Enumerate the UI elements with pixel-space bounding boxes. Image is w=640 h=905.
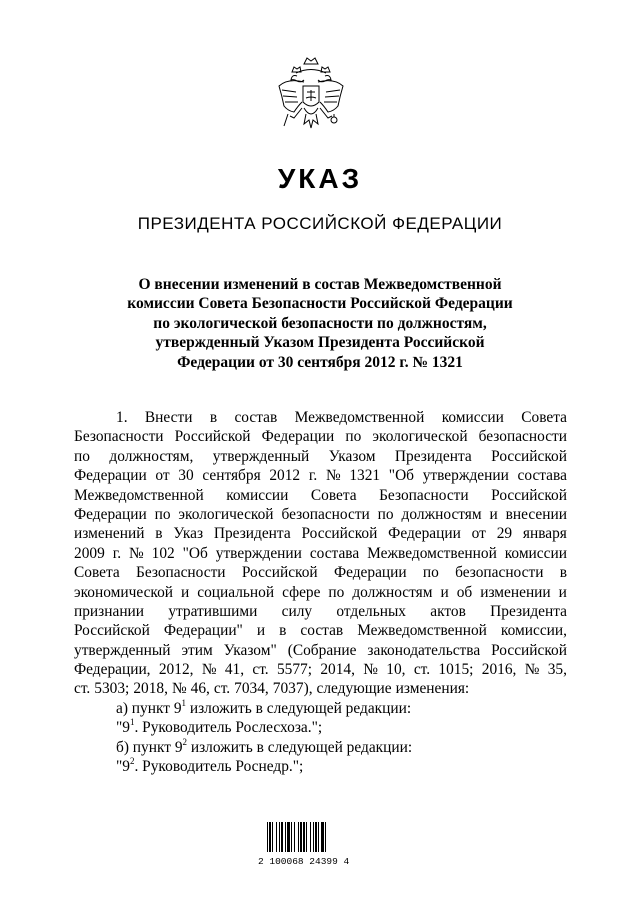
paragraph-word: актов: [430, 602, 466, 620]
paragraph-word: Указом": [223, 641, 277, 659]
paragraph-word: Российской: [241, 564, 318, 582]
paragraph-word: экономической: [74, 583, 174, 601]
paragraph-line: [74, 602, 567, 621]
paragraph-word: по: [422, 564, 439, 582]
paragraph-word: и: [256, 622, 266, 640]
paragraph-word: Президента: [213, 525, 291, 543]
paragraph-word: 7034,: [234, 680, 269, 698]
title-line: Федерации от 30 сентября 2012 г. № 1321: [177, 353, 463, 371]
paragraph-word: 41,: [224, 661, 245, 679]
paragraph-word: Безопасности: [74, 428, 164, 446]
paragraph-word: этим: [181, 641, 213, 659]
paragraph-word: 2018,: [133, 680, 168, 698]
paragraph-word: Федерации": [163, 622, 243, 640]
paragraph-word: Федерации,: [74, 661, 151, 679]
item-b-text: б) пункт 9: [116, 738, 183, 756]
paragraph-word: Российской: [491, 486, 567, 504]
paragraph-word: Президента: [394, 447, 472, 465]
paragraph-word: сентября: [202, 467, 261, 485]
paragraph-word: г.: [308, 467, 318, 485]
paragraph-word: отдельных: [336, 602, 407, 620]
paragraph-word: 1015;: [438, 661, 474, 679]
paragraph-word: по: [74, 447, 90, 465]
paragraph-word: безопасности: [478, 428, 567, 446]
paragraph-word: 1.: [116, 409, 128, 426]
paragraph-word: №: [524, 661, 540, 679]
paragraph-word: ст.: [252, 661, 269, 679]
item-b-quote-suffix: . Руководитель Роснедр.";: [134, 758, 304, 776]
paragraph-word: по: [345, 428, 362, 446]
paragraph-word: 29: [496, 525, 513, 543]
paragraph-word: комиссии: [226, 486, 289, 504]
paragraph-word: Межведомственной: [294, 409, 425, 426]
item-a-quote: [74, 718, 567, 737]
paragraph-word: Совета: [74, 564, 120, 582]
paragraph-word: ст.: [74, 680, 91, 698]
paragraph-word: изменении: [480, 583, 551, 601]
paragraph-word: Российской: [174, 428, 251, 446]
paragraph-word: Российской: [301, 525, 378, 543]
paragraph-word: от: [471, 525, 486, 543]
paragraph-line: [74, 679, 567, 698]
item-b-quote: [74, 757, 567, 776]
barcode-number: 2 100068 24399 4: [258, 856, 350, 867]
paragraph-line: [74, 486, 567, 505]
paragraph-word: в: [155, 525, 163, 543]
paragraph-word: Российской: [491, 447, 567, 465]
title-line: комиссии Совета Безопасности Российской Федерации: [127, 295, 513, 313]
item-a: [74, 699, 567, 718]
paragraph-word: и: [489, 505, 498, 523]
paragraph-word: и: [440, 583, 449, 601]
paragraph-word: 102: [151, 544, 175, 562]
paragraph-word: Межведомственной: [74, 486, 204, 504]
paragraph-word: социальной: [197, 583, 275, 601]
paragraph-word: Совета: [310, 486, 357, 504]
paragraph-word: Указом: [328, 447, 376, 465]
paragraph-word: Внести: [144, 409, 193, 426]
paragraph-word: ст.: [413, 661, 431, 679]
paragraph-word: №: [129, 544, 144, 562]
paragraph-word: 35,: [547, 661, 567, 679]
paragraph-word: Федерации: [261, 428, 335, 446]
item-a-text: а) пункт 9: [116, 699, 182, 717]
paragraph-word: Федерации: [74, 467, 147, 485]
paragraph-word: Указ: [173, 525, 204, 543]
paragraph-word: утверждении: [215, 544, 302, 562]
decree-body: [74, 408, 567, 776]
paragraph-word: состав: [234, 409, 278, 426]
paragraph-word: силу: [281, 602, 313, 620]
paragraph-word: и: [181, 583, 190, 601]
paragraph-word: "Об: [182, 544, 208, 562]
paragraph-word: Президента: [490, 602, 567, 620]
paragraph-word: состава: [309, 544, 360, 562]
paragraph-word: 30: [178, 467, 194, 485]
paragraph-word: по: [154, 505, 171, 523]
paragraph-word: в: [279, 622, 287, 640]
item-b-superscript: 2: [182, 736, 188, 747]
issuer-heading: ПРЕЗИДЕНТА РОССИЙСКОЙ ФЕДЕРАЦИИ: [137, 214, 503, 233]
item-b-quote-superscript: 2: [129, 755, 135, 766]
paragraph-word: состав: [300, 622, 344, 640]
title-line: утвержденный Указом Президента Российской: [155, 334, 485, 352]
paragraph-word: 10,: [386, 661, 406, 679]
paragraph-word: состава: [517, 467, 567, 485]
paragraph-line: [74, 466, 567, 485]
paragraph-word: января: [522, 525, 567, 543]
paragraph-word: изменений: [74, 525, 145, 543]
paragraph-line: [74, 524, 567, 543]
paragraph-word: 2014,: [320, 661, 355, 679]
paragraph-word: безопасности: [281, 505, 370, 523]
paragraph-word: и: [558, 583, 567, 601]
paragraph-word: Федерации: [74, 505, 147, 523]
paragraph-word: №: [325, 467, 341, 485]
paragraph-word: Федерации: [333, 564, 407, 582]
paragraph-word: Безопасности: [379, 486, 469, 504]
paragraph-word: 46,: [190, 680, 210, 698]
paragraph-word: Российской: [491, 641, 567, 659]
paragraph-word: №: [171, 680, 187, 698]
paragraph-word: изменения:: [395, 680, 470, 698]
paragraph-word: должностям: [401, 505, 482, 523]
paragraph-word: Совета: [521, 409, 567, 426]
paragraph-word: комиссии: [504, 544, 567, 562]
paragraph-word: 5303;: [94, 680, 130, 698]
paragraph-word: в: [209, 409, 218, 426]
paragraph-word: в: [559, 564, 567, 582]
paragraph-line: [74, 408, 567, 427]
paragraph-line: [74, 660, 567, 679]
document-title: [96, 275, 544, 372]
paragraph-word: утратившими: [168, 602, 258, 620]
paragraph-word: Российской: [74, 622, 150, 640]
paragraph-line: [74, 427, 567, 446]
paragraph-word: утвержденный: [212, 447, 310, 465]
paragraph-word: законодательства: [367, 641, 481, 659]
paragraph-word: 2009: [74, 544, 105, 562]
paragraph-line: [74, 641, 567, 660]
paragraph-word: №: [201, 661, 217, 679]
paragraph-word: 2012,: [158, 661, 194, 679]
paragraph-word: комиссии: [441, 409, 504, 426]
paragraph-word: следующие: [316, 680, 392, 698]
item-a-quote-superscript: 1: [129, 717, 135, 728]
paragraph-word: внесении: [505, 505, 567, 523]
paragraph-word: ст.: [213, 680, 231, 698]
paragraph-word: от: [155, 467, 170, 485]
paragraph-word: 7037),: [272, 680, 313, 698]
barcode-icon: [266, 822, 348, 852]
item-b: [74, 738, 567, 757]
paragraph-line: [74, 447, 567, 466]
paragraph-word: утвержденный: [74, 641, 171, 659]
paragraph-line: [74, 544, 567, 563]
paragraph-word: 1321: [349, 467, 381, 485]
paragraph-word: признании: [74, 602, 145, 620]
paragraph-word: г.: [112, 544, 122, 562]
paragraph-word: сфере: [282, 583, 321, 601]
document-type-heading: УКАЗ: [277, 163, 363, 194]
item-b-quote-text: "9: [116, 758, 130, 776]
paragraph-word: Межведомственной: [357, 622, 487, 640]
paragraph-word: по: [328, 583, 345, 601]
paragraph-word: 5577;: [276, 661, 312, 679]
paragraph-word: утверждении: [422, 467, 509, 485]
paragraph-word: должностям,: [109, 447, 194, 465]
item-a-quote-text: "9: [116, 719, 130, 737]
paragraph-word: "Об: [388, 467, 415, 485]
title-line: О внесении изменений в состав Межведомственной: [138, 276, 502, 293]
paragraph-word: (Собрание: [287, 641, 357, 659]
paragraph-word: безопасности: [455, 564, 544, 582]
paragraph-word: 2016,: [481, 661, 517, 679]
item-a-quote-suffix: . Руководитель Рослесхоза.";: [134, 719, 323, 737]
item-a-text-suffix: изложить в следующей редакции:: [186, 699, 412, 717]
coat-of-arms-icon: [274, 56, 348, 142]
paragraph-word: №: [363, 661, 378, 679]
paragraph-word: экологической: [372, 428, 468, 446]
paragraph-word: должностям: [352, 583, 433, 601]
paragraph-word: по: [377, 505, 394, 523]
paragraph-word: Безопасности: [135, 564, 226, 582]
paragraph-line: [74, 505, 567, 524]
paragraph-word: комиссии,: [500, 622, 567, 640]
paragraph-word: Федерации: [388, 525, 461, 543]
paragraph-word: экологической: [178, 505, 274, 523]
paragraph-word: Межведомственной: [367, 544, 497, 562]
paragraph-word: 2012: [269, 467, 301, 485]
paragraph-line: [74, 563, 567, 582]
item-a-superscript: 1: [181, 697, 187, 708]
title-line: по экологической безопасности по должностям,: [153, 314, 487, 332]
paragraph-line: [74, 583, 567, 602]
paragraph-line: [74, 621, 567, 640]
paragraph-word: об: [456, 583, 473, 601]
item-b-text-suffix: изложить в следующей редакции:: [187, 738, 413, 756]
